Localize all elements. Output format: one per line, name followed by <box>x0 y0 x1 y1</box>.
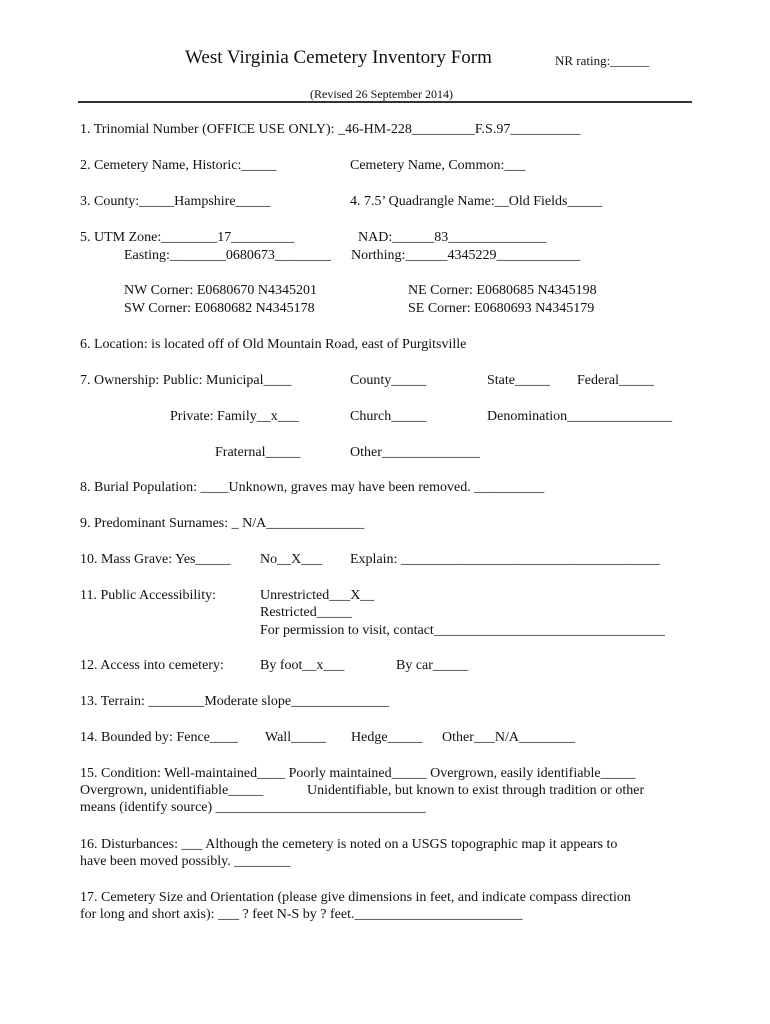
access-restricted: Restricted_____ <box>260 605 352 620</box>
disturbances-line-1: 16. Disturbances: ___ Although the cemetery is noted on a USGS topographic map it appears to <box>80 837 618 852</box>
terrain: 13. Terrain: ________Moderate slope______________ <box>80 694 390 709</box>
ne-corner: NE Corner: E0680685 N4345198 <box>408 283 597 298</box>
condition-overgrown-unidentifiable: Overgrown, unidentifiable_____ <box>80 783 264 798</box>
quadrangle-name: 4. 7.5’ Quadrangle Name:__Old Fields_____ <box>350 194 603 209</box>
ownership-denomination: Denomination_______________ <box>487 409 673 424</box>
utm-zone: 5. UTM Zone:________17_________ <box>80 230 295 245</box>
ownership-federal: Federal_____ <box>577 373 654 388</box>
public-accessibility-label: 11. Public Accessibility: <box>80 588 216 603</box>
se-corner: SE Corner: E0680693 N4345179 <box>408 301 595 316</box>
bounded-other: Other___N/A________ <box>442 730 575 745</box>
sw-corner: SW Corner: E0680682 N4345178 <box>124 301 315 316</box>
northing: Northing:______4345229____________ <box>351 248 581 263</box>
permission-contact: For permission to visit, contact_________________________________ <box>260 623 665 638</box>
ownership-county: County_____ <box>350 373 427 388</box>
location: 6. Location: is located off of Old Mountain Road, east of Purgitsville <box>80 337 467 352</box>
cemetery-name-common: Cemetery Name, Common:___ <box>350 158 526 173</box>
access-into-cemetery-label: 12. Access into cemetery: <box>80 658 224 673</box>
ownership-state: State_____ <box>487 373 550 388</box>
header-divider <box>78 101 692 103</box>
revision-date: (Revised 26 September 2014) <box>310 87 453 101</box>
size-orientation-line-1: 17. Cemetery Size and Orientation (please give dimensions in feet, and indicate compass direction <box>80 890 631 905</box>
bounded-fence: 14. Bounded by: Fence____ <box>80 730 238 745</box>
access-unrestricted: Unrestricted___X__ <box>260 588 375 603</box>
mass-grave-explain: Explain: _____________________________________ <box>350 552 660 567</box>
bounded-wall: Wall_____ <box>265 730 327 745</box>
predominant-surnames: 9. Predominant Surnames: _ N/A______________ <box>80 516 365 531</box>
ownership-fraternal: Fraternal_____ <box>215 445 301 460</box>
ownership-municipal: 7. Ownership: Public: Municipal____ <box>80 373 292 388</box>
ownership-private-family: Private: Family__x___ <box>170 409 299 424</box>
condition-unidentifiable-known: Unidentifiable, but known to exist through tradition or other <box>307 783 645 798</box>
easting: Easting:________0680673________ <box>124 248 331 263</box>
trinomial-number: 1. Trinomial Number (OFFICE USE ONLY): _46-HM-228_________F.S.97__________ <box>80 122 581 137</box>
access-by-foot: By foot__x___ <box>260 658 345 673</box>
burial-population: 8. Burial Population: ____Unknown, graves may have been removed. __________ <box>80 480 545 495</box>
ownership-other: Other______________ <box>350 445 480 460</box>
disturbances-line-2: have been moved possibly. ________ <box>80 854 291 869</box>
nw-corner: NW Corner: E0680670 N4345201 <box>124 283 317 298</box>
bounded-hedge: Hedge_____ <box>351 730 423 745</box>
county: 3. County:_____Hampshire_____ <box>80 194 271 209</box>
ownership-church: Church_____ <box>350 409 427 424</box>
nad: NAD:______83______________ <box>358 230 547 245</box>
size-orientation-line-2: for long and short axis): ___ ? feet N-S by ? feet.________________________ <box>80 907 523 922</box>
mass-grave-yes: 10. Mass Grave: Yes_____ <box>80 552 231 567</box>
condition-source: means (identify source) ______________________________ <box>80 800 426 815</box>
nr-rating: NR rating:______ <box>555 53 650 68</box>
access-by-car: By car_____ <box>396 658 468 673</box>
cemetery-name-historic: 2. Cemetery Name, Historic:_____ <box>80 158 277 173</box>
form-title: West Virginia Cemetery Inventory Form <box>185 47 492 68</box>
mass-grave-no: No__X___ <box>260 552 323 567</box>
condition-line-1: 15. Condition: Well-maintained____ Poorly maintained_____ Overgrown, easily identifiable_____ <box>80 766 636 781</box>
